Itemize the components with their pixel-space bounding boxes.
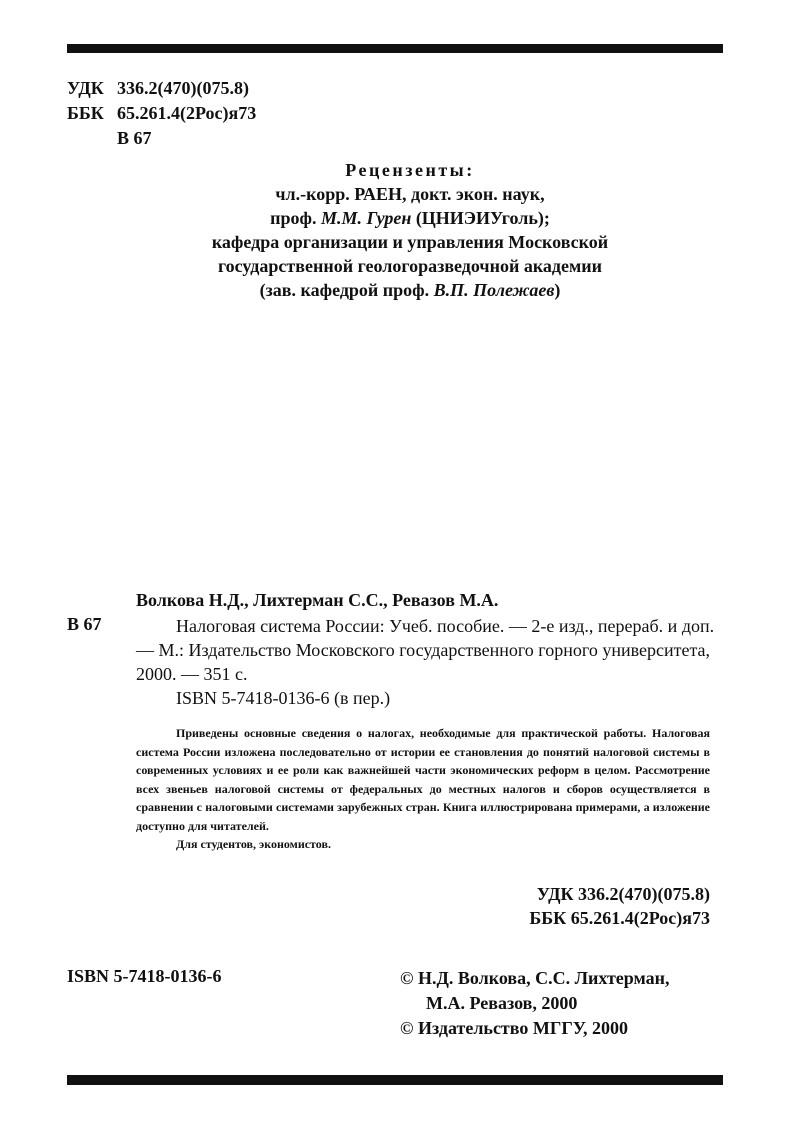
reviewer-name-guren: М.М. Гурен [320, 208, 412, 228]
annotation [136, 724, 710, 854]
reviewer-line-2-suffix: (ЦНИЭИУголь); [415, 208, 550, 228]
reviewer-line-4: государственной геологоразведочной академии [217, 256, 603, 276]
reviewer-line-3: кафедра организации и управления Московской [211, 232, 609, 252]
copyright-authors-cont: М.А. Ревазов, 2000 [426, 993, 578, 1013]
udk-label: УДК [67, 78, 104, 98]
copyright-block [400, 966, 670, 1041]
reviewer-line-1: чл.-корр. РАЕН, докт. экон. наук, [275, 184, 545, 204]
bibliographic-description [136, 614, 716, 710]
udk-bottom-value: УДК 336.2(470)(075.8) [536, 884, 710, 904]
reviewer-line-2 [110, 206, 710, 230]
udk-value: 336.2(470)(075.8) [117, 78, 249, 98]
isbn-description: ISBN 5-7418-0136-6 (в пер.) [176, 688, 391, 708]
udk-block-top [67, 76, 256, 151]
annotation-text: Приведены основные сведения о налогах, необходимые для практической работы. Налоговая система России изложена последовательно от истории ее становления до понятий налоговой системы в современных условиях и ее роли как важнейшей части экономических реформ в целом. Рассмотрение всех звеньев налоговой системы от федеральных до местных налогов и сборов осуществляется в сравнении с налоговыми системами зарубежных стран. Книга иллюстрирована примерами, а изложение доступно для читателей. [136, 726, 710, 833]
bbk-bottom-value: ББК 65.261.4(2Рос)я73 [529, 908, 710, 928]
reviewer-line-5 [110, 278, 710, 302]
bottom-rule [67, 1075, 723, 1085]
reviewer-line-5-suffix: ) [554, 280, 561, 300]
bbk-value: 65.261.4(2Рос)я73 [117, 103, 257, 123]
top-rule [67, 44, 723, 53]
copyright-publisher: © Издательство МГГУ, 2000 [400, 1018, 629, 1038]
authors-line: Волкова Н.Д., Лихтерман С.С., Ревазов М.А. [136, 590, 499, 610]
book-title-description: Налоговая система России: Учеб. пособие. — 2-е изд., перераб. и доп. — М.: Издательство Московского государственного горного университета, 2000. — 351 с. [136, 616, 715, 684]
reviewers-block [110, 158, 710, 302]
isbn-footer: ISBN 5-7418-0136-6 [67, 966, 222, 986]
copyright-authors: © Н.Д. Волкова, С.С. Лихтерман, [400, 968, 670, 988]
reviewer-name-polezhaev: В.П. Полежаев [433, 280, 555, 300]
audience-text: Для студентов, экономистов. [176, 837, 331, 851]
reviewer-line-2-prefix: проф. [270, 208, 317, 228]
bbk-label: ББК [67, 103, 104, 123]
udk-block-bottom [470, 882, 710, 930]
catalog-mark: В 67 [67, 614, 102, 634]
author-mark: В 67 [117, 128, 152, 148]
reviewer-line-5-prefix: (зав. кафедрой проф. [259, 280, 430, 300]
reviewers-title: Рецензенты: [345, 160, 475, 180]
